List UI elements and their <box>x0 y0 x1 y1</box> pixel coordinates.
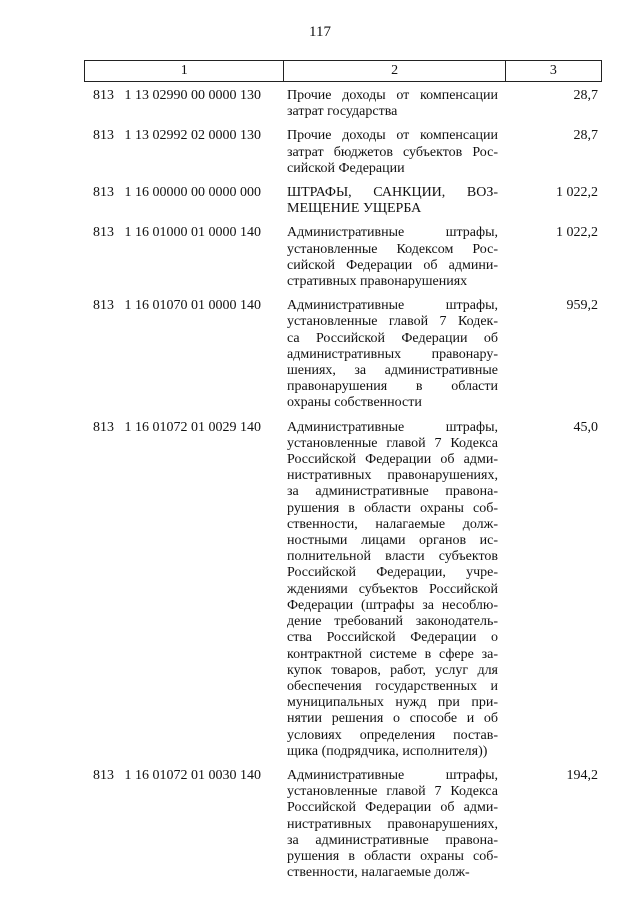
income-name-line: Российской Федерации об адми- <box>287 800 498 816</box>
amount-cell: 194,2 <box>566 767 598 783</box>
income-name-line: шениях, за административные <box>287 363 498 379</box>
income-name-line: нистративных правонарушениях, <box>287 468 498 484</box>
income-name-line: Административные штрафы, <box>287 419 498 435</box>
income-name-line: Прочие доходы от компенсации <box>287 128 498 144</box>
income-name-line: нистративных правонарушениях, <box>287 816 498 832</box>
admin-code: 813 <box>93 767 114 783</box>
code-cell <box>84 185 284 217</box>
income-name-line: правонарушения в области <box>287 379 498 395</box>
income-name-line: установленные главой 7 Кодек- <box>287 314 498 330</box>
income-name-line: ШТРАФЫ, САНКЦИИ, ВОЗ- <box>287 185 498 201</box>
income-name-line: нятии решения о способе и об <box>287 711 498 727</box>
table-row <box>84 298 602 411</box>
income-name-line: административных правонару- <box>287 346 498 362</box>
budget-classification-code: 1 16 01000 01 0000 140 <box>124 225 261 241</box>
amount-cell: 45,0 <box>573 419 598 435</box>
income-name-line: Российской Федерации, учре- <box>287 565 498 581</box>
table-row <box>84 185 602 217</box>
income-name-line: установленные Кодексом Рос- <box>287 241 498 257</box>
income-name-line: купок товаров, работ, услуг для <box>287 662 498 678</box>
income-name-line: са Российской Федерации об <box>287 330 498 346</box>
table-body <box>84 88 602 881</box>
income-name-line: затрат бюджетов субъектов Рос- <box>287 144 498 160</box>
page-number: 117 <box>309 24 331 40</box>
income-name-line: полнительной власти субъектов <box>287 549 498 565</box>
income-name-cell <box>284 128 498 177</box>
income-name-line: Административные штрафы, <box>287 767 498 783</box>
income-name-line: ственности, налагаемые долж- <box>287 865 470 881</box>
income-name-line: сийской Федерации об админи- <box>287 257 498 273</box>
table-row <box>84 128 602 177</box>
income-name-line: муниципальных нужд при при- <box>287 695 498 711</box>
income-name-line: ностными лицами органов ис- <box>287 533 498 549</box>
code-cell <box>84 768 284 881</box>
income-name-line: стративных правонарушениях <box>287 274 468 290</box>
income-name-line: ства Российской Федерации о <box>287 630 498 646</box>
amount-cell: 1 022,2 <box>556 185 598 201</box>
code-cell <box>84 298 284 411</box>
code-cell <box>84 128 284 177</box>
income-name-line: Российской Федерации об адми- <box>287 452 498 468</box>
table-row <box>84 225 602 290</box>
admin-code: 813 <box>93 185 114 201</box>
income-name-line: за административные правона- <box>287 832 498 848</box>
amount-cell: 1 022,2 <box>556 225 598 241</box>
income-name-line: установленные главой 7 Кодекса <box>287 435 498 451</box>
header-col-3: 3 <box>549 63 557 78</box>
budget-classification-code: 1 13 02992 02 0000 130 <box>124 128 261 144</box>
income-name-cell <box>284 88 498 120</box>
header-col-2: 2 <box>283 61 505 81</box>
amount-cell: 28,7 <box>573 128 598 144</box>
income-name-line: Прочие доходы от компенсации <box>287 88 498 103</box>
income-name-line: контрактной системе в сфере за- <box>287 646 498 662</box>
income-name-line: МЕЩЕНИЕ УЩЕРБА <box>287 201 422 217</box>
table-header <box>84 60 602 82</box>
amount-cell: 28,7 <box>573 88 598 103</box>
budget-classification-code: 1 16 00000 00 0000 000 <box>124 185 261 201</box>
income-name-cell <box>284 185 498 217</box>
budget-table <box>84 60 602 881</box>
budget-classification-code: 1 13 02990 00 0000 130 <box>124 88 261 103</box>
income-name-cell <box>284 768 498 881</box>
income-name-line: охраны собственности <box>287 395 422 411</box>
income-name-line: ственности, налагаемые долж- <box>287 516 498 532</box>
income-name-cell <box>284 298 498 411</box>
income-name-line: установленные главой 7 Кодекса <box>287 784 498 800</box>
income-name-line: затрат государства <box>287 104 398 120</box>
admin-code: 813 <box>93 225 114 241</box>
admin-code: 813 <box>93 298 114 314</box>
budget-classification-code: 1 16 01072 01 0030 140 <box>124 767 261 783</box>
admin-code: 813 <box>93 419 114 435</box>
income-name-line: за административные правона- <box>287 484 498 500</box>
income-name-line: условиях определения постав- <box>287 727 498 743</box>
income-name-line: рушения в области охраны соб- <box>287 500 498 516</box>
code-cell <box>84 225 284 290</box>
budget-classification-code: 1 16 01072 01 0029 140 <box>124 419 261 435</box>
admin-code: 813 <box>93 88 114 103</box>
header-col-1: 1 <box>180 63 188 78</box>
income-name-line: щика (подрядчика, исполнителя)) <box>287 743 488 759</box>
income-name-line: обеспечения государственных и <box>287 678 498 694</box>
table-row <box>84 420 602 760</box>
income-name-cell <box>284 225 498 290</box>
code-cell <box>84 420 284 760</box>
income-name-cell <box>284 420 498 760</box>
income-name-line: сийской Федерации <box>287 160 405 176</box>
income-name-line: ждениями субъектов Российской <box>287 581 498 597</box>
income-name-line: Федерации (штрафы за несоблю- <box>287 597 498 613</box>
budget-classification-code: 1 16 01070 01 0000 140 <box>124 298 261 314</box>
table-row <box>84 768 602 881</box>
table-row <box>84 88 602 120</box>
admin-code: 813 <box>93 128 114 144</box>
income-name-line: рушения в области охраны соб- <box>287 848 498 864</box>
income-name-line: дение требований законодатель- <box>287 614 498 630</box>
income-name-line: Административные штрафы, <box>287 225 498 241</box>
amount-cell: 959,2 <box>566 298 598 314</box>
income-name-line: Административные штрафы, <box>287 298 498 314</box>
code-cell <box>84 88 284 120</box>
